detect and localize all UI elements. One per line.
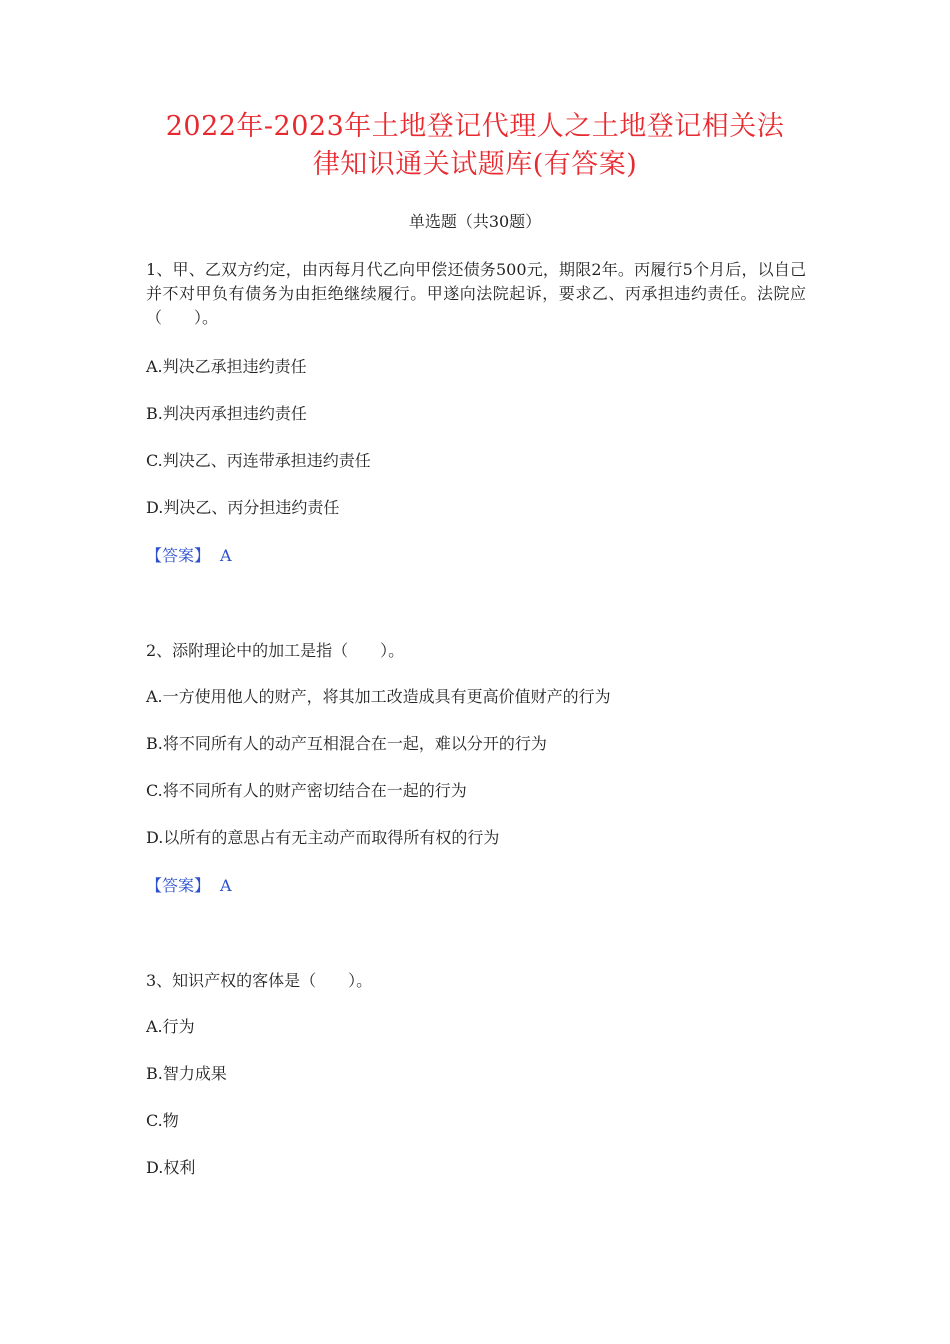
question-3-option-b: B.智力成果 <box>146 1064 227 1083</box>
question-1-option-b: B.判决丙承担违约责任 <box>146 404 307 423</box>
question-1-stem: 1、甲、乙双方约定，由丙每月代乙向甲偿还债务500元，期限2年。丙履行5个月后，以自己并不对甲负有债务为由拒绝继续履行。甲遂向法院起诉，要求乙、丙承担违约责任。法院应（ ）。 <box>146 260 806 327</box>
answer-value: A <box>220 876 232 895</box>
question-1-option-d: D.判决乙、丙分担违约责任 <box>146 498 340 517</box>
title-line-1: 2022年-2023年土地登记代理人之土地登记相关法 <box>165 111 785 142</box>
title-line-2: 律知识通关试题库(有答案) <box>312 149 638 180</box>
question-3-option-d: D.权利 <box>146 1158 196 1177</box>
question-2-option-b: B.将不同所有人的动产互相混合在一起，难以分开的行为 <box>146 734 547 753</box>
question-2-option-c: C.将不同所有人的财产密切结合在一起的行为 <box>146 781 467 800</box>
document-title <box>120 108 830 184</box>
question-3-stem: 3、知识产权的客体是（ ）。 <box>146 971 373 990</box>
question-3-option-a: A.行为 <box>146 1017 195 1036</box>
question-1-option-a: A.判决乙承担违约责任 <box>146 357 307 376</box>
question-1-option-c: C.判决乙、丙连带承担违约责任 <box>146 451 371 470</box>
question-2-answer <box>146 875 232 897</box>
question-2-stem: 2、添附理论中的加工是指（ ）。 <box>146 641 405 660</box>
question-2-option-d: D.以所有的意思占有无主动产而取得所有权的行为 <box>146 828 500 847</box>
section-heading: 单选题（共30题） <box>408 212 542 231</box>
question-2-option-a: A.一方使用他人的财产，将其加工改造成具有更高价值财产的行为 <box>146 687 611 706</box>
question-1-answer <box>146 545 232 567</box>
answer-label: 【答案】 <box>146 546 211 565</box>
question-3-option-c: C.物 <box>146 1111 179 1130</box>
answer-label: 【答案】 <box>146 876 211 895</box>
answer-value: A <box>220 546 232 565</box>
